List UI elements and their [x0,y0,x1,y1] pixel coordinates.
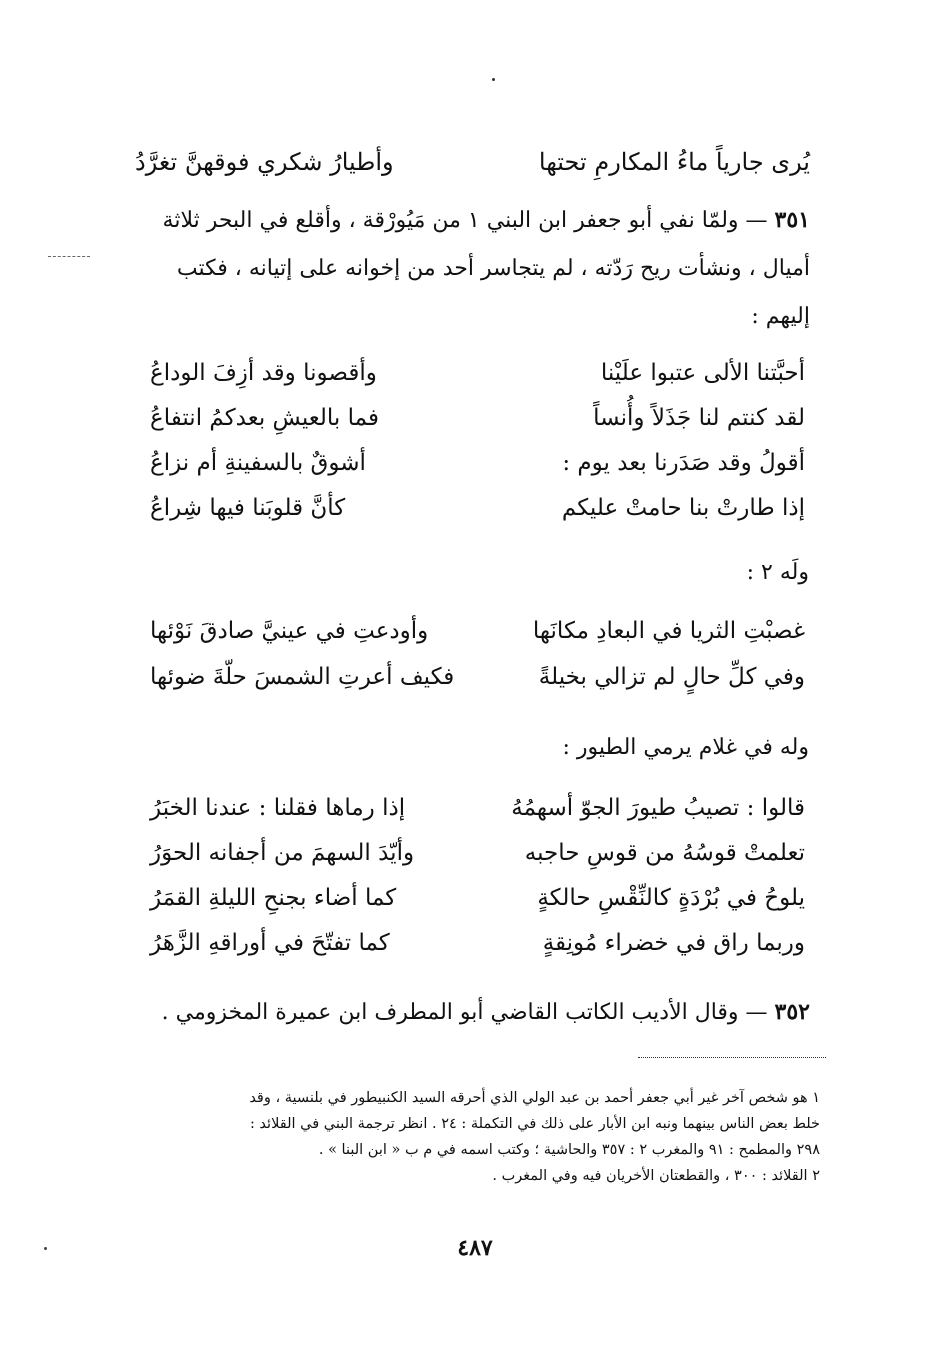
section-number: ٣٥٢ [774,999,810,1025]
poem-3-intro: وله في غلام يرمي الطيور : [562,735,809,760]
verse-hemistich-1: يُرى جارياً ماءُ المكارمِ تحتها [538,148,810,176]
poem-1-couplet [150,495,805,535]
hemistich-1: وفي كلِّ حالٍ لم تزالي بخيلةً [538,664,805,690]
section-number: ٣٥١ [774,207,810,233]
poem-1-couplet [150,360,805,400]
hemistich-2: كأنَّ قلوبَنا فيها شِراعُ [150,495,346,521]
hemistich-2: فما بالعيشِ بعدكمُ انتفاعُ [150,405,379,431]
section-text: — وقال الأديب الكاتب القاضي أبو المطرف ابن عميرة المخزومي . [161,1000,768,1025]
opening-verse [135,148,810,188]
footnotes [130,1085,820,1189]
hemistich-2: وأيّدَ السهمَ من أجفانه الحوَرُ [150,840,415,866]
poem-3-couplet [150,840,805,880]
speck-mark [44,1247,47,1250]
verse-hemistich-2: وأطيارُ شكري فوقهنَّ تغرَّدُ [135,148,394,176]
poem-3-couplet [150,930,805,970]
poem-2-couplet [150,618,805,658]
hemistich-1: تعلمتْ قوسُهُ من قوسِ حاجبه [524,840,805,866]
hemistich-2: إذا رماها فقلنا : عندنا الخبَرُ [150,795,406,821]
hemistich-1: وربما راق في خضراء مُونِقةٍ [542,930,805,956]
hemistich-2: وأقصونا وقد أزِفَ الوداعُ [150,360,377,386]
hemistich-1: يلوحُ في بُرْدَةٍ كالنِّقْسِ حالكةٍ [537,885,805,911]
poem-2-intro: ولَه ٢ : [746,560,809,585]
section-text: — ولمّا نفي أبو جعفر ابن البني ١ من مَيُورْقة ، وأقلع في البحر ثلاثة [162,208,768,233]
hemistich-2: فكيف أعرتِ الشمسَ حلّةَ ضوئها [150,664,455,690]
section-351-line-3: إليهم : [751,304,810,329]
footnote-line: ٢٩٨ والمطمح : ٩١ والمغرب ٢ : ٣٥٧ والحاشية ؛ وكتب اسمه في م ب « ابن البنا » . [318,1142,820,1158]
poem-3-couplet [150,885,805,925]
footnote-line: ٢ القلائد : ٣٠٠ ، والقطعتان الأخريان فيه وفي المغرب . [492,1168,820,1184]
footnote-line: خلط بعض الناس بينهما ونبه ابن الأبار على ذلك في التكملة : ٢٤ . انظر ترجمة البني في القلائد : [249,1116,820,1132]
hemistich-2: أشوقٌ بالسفينةِ أم نزاعُ [150,450,366,476]
section-351 [135,196,810,341]
poem-1-couplet [150,450,805,490]
section-351-line-1 [135,196,810,245]
poem-3-couplet [150,795,805,835]
hemistich-1: أقولُ وقد صَدَرنا بعد يوم : [562,450,805,476]
hemistich-1: لقد كنتم لنا جَذَلاً وأُنساً [593,405,805,431]
hemistich-1: إذا طارتْ بنا حامتْ عليكم [561,495,805,521]
footnote-separator [638,1057,826,1058]
hemistich-1: قالوا : تصيبُ طيورَ الجوّ أسهمُهُ [511,795,805,821]
hemistich-1: غصبْتِ الثريا في البعادِ مكانَها [532,618,805,644]
section-352 [135,988,810,1037]
footnote-line: ١ هو شخص آخر غير أبي جعفر أحمد بن عبد الولي الذي أحرقه السيد الكنبيطور في بلنسية ، وقد [249,1090,820,1106]
hemistich-2: كما تفتّحَ في أوراقهِ الزَّهَرُ [150,930,390,956]
section-351-line-2: أميال ، ونشأت ريح رَدّته ، لم يتجاسر أحد من إخوانه على إتيانه ، فكتب [176,256,810,281]
poem-1-couplet [150,405,805,445]
page-number: ٤٨٧ [457,1235,493,1261]
hemistich-2: كما أضاء بجنحِ الليلةِ القمَرُ [150,885,397,911]
hemistich-1: أحبَّتنا الألى عتبوا علَيْنا [600,360,805,386]
margin-mark [48,256,90,258]
hemistich-2: وأودعتِ في عينيَّ صادقَ نَوْئها [150,618,429,644]
speck-mark [492,78,495,81]
poem-2-couplet [150,664,805,704]
